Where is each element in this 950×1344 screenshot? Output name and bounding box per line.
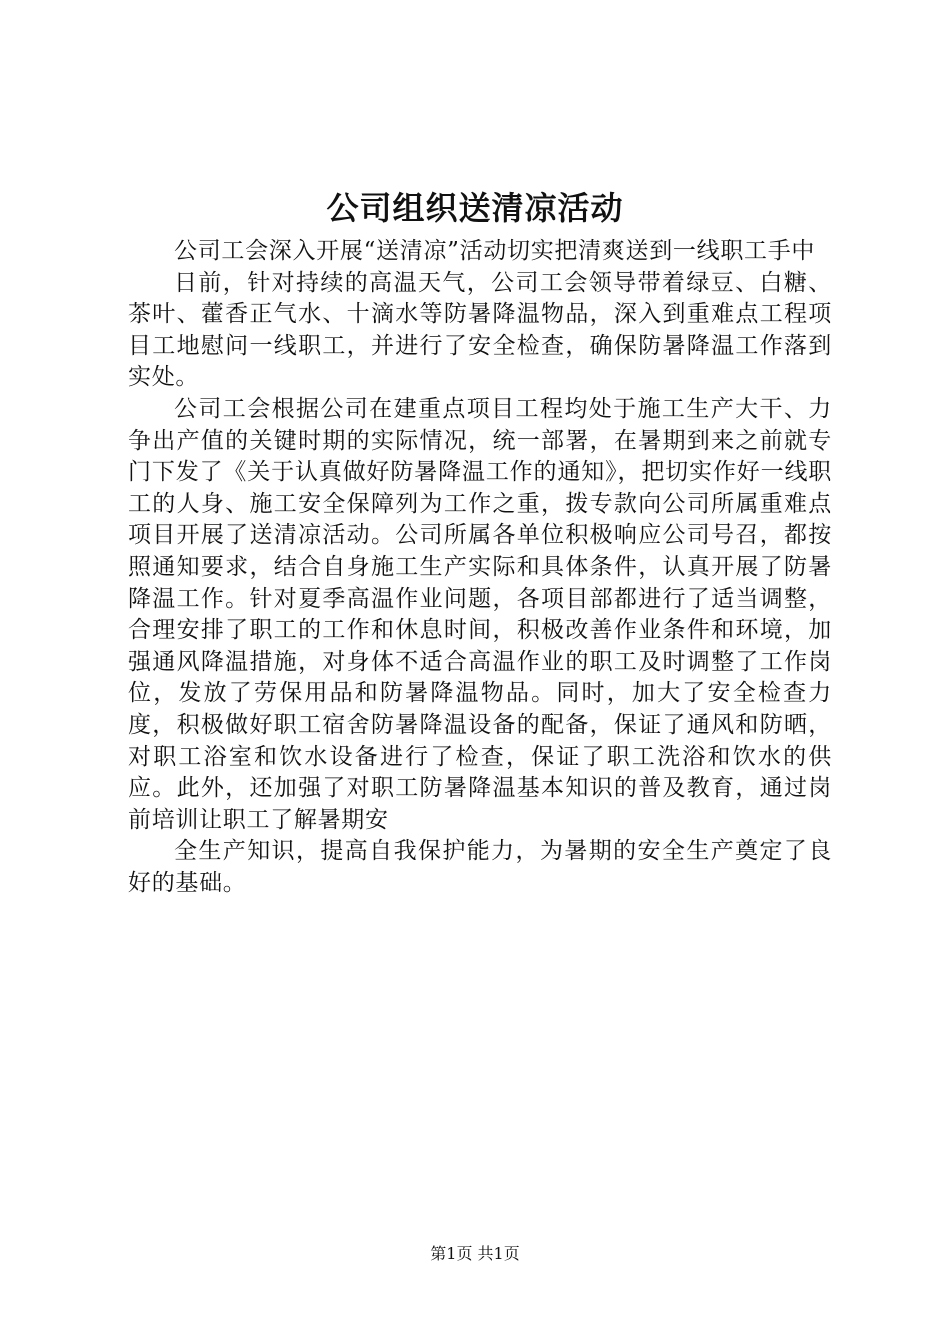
document-body [128, 236, 832, 899]
paragraph-subtitle: 公司工会深入开展“送清凉”活动切实把清爽送到一线职工手中 [174, 238, 816, 264]
document-title: 公司组织送清凉活动 [326, 189, 624, 227]
paragraph-intro: 日前，针对持续的高温天气，公司工会领导带着绿豆、白糖、茶叶、藿香正气水、十滴水等防暑降温物品，深入到重难点工程项目工地慰问一线职工，并进行了安全检查，确保防暑降温工作落到实处。 [128, 269, 832, 391]
paragraph-closing: 全生产知识，提高自我保护能力，为暑期的安全生产奠定了良好的基础。 [128, 838, 832, 896]
paragraph-main: 公司工会根据公司在建重点项目工程均处于施工生产大干、力争出产值的关键时期的实际情况，统一部署，在暑期到来之前就专门下发了《关于认真做好防暑降温工作的通知》，把切实作好一线职工的人身、施工安全保障列为工作之重，拨专款向公司所属重难点项目开展了送清凉活动。公司所属各单位积极响应公司号召，都按照通知要求，结合自身施工生产实际和具体条件，认真开展了防暑降温工作。针对夏季高温作业问题，各项目部都进行了适当调整，合理安排了职工的工作和休息时间，积极改善作业条件和环境，加强通风降温措施，对身体不适合高温作业的职工及时调整了工作岗位，发放了劳保用品和防暑降温物品。同时，加大了安全检查力度，积极做好职工宿舍防暑降温设备的配备，保证了通风和防晒，对职工浴室和饮水设备进行了检查，保证了职工洗浴和饮水的供应。此外，还加强了对职工防暑降温基本知识的普及教育，通过岗前培训让职工了解暑期安 [128, 395, 832, 833]
page-footer: 第1页 共1页 [430, 1244, 520, 1263]
